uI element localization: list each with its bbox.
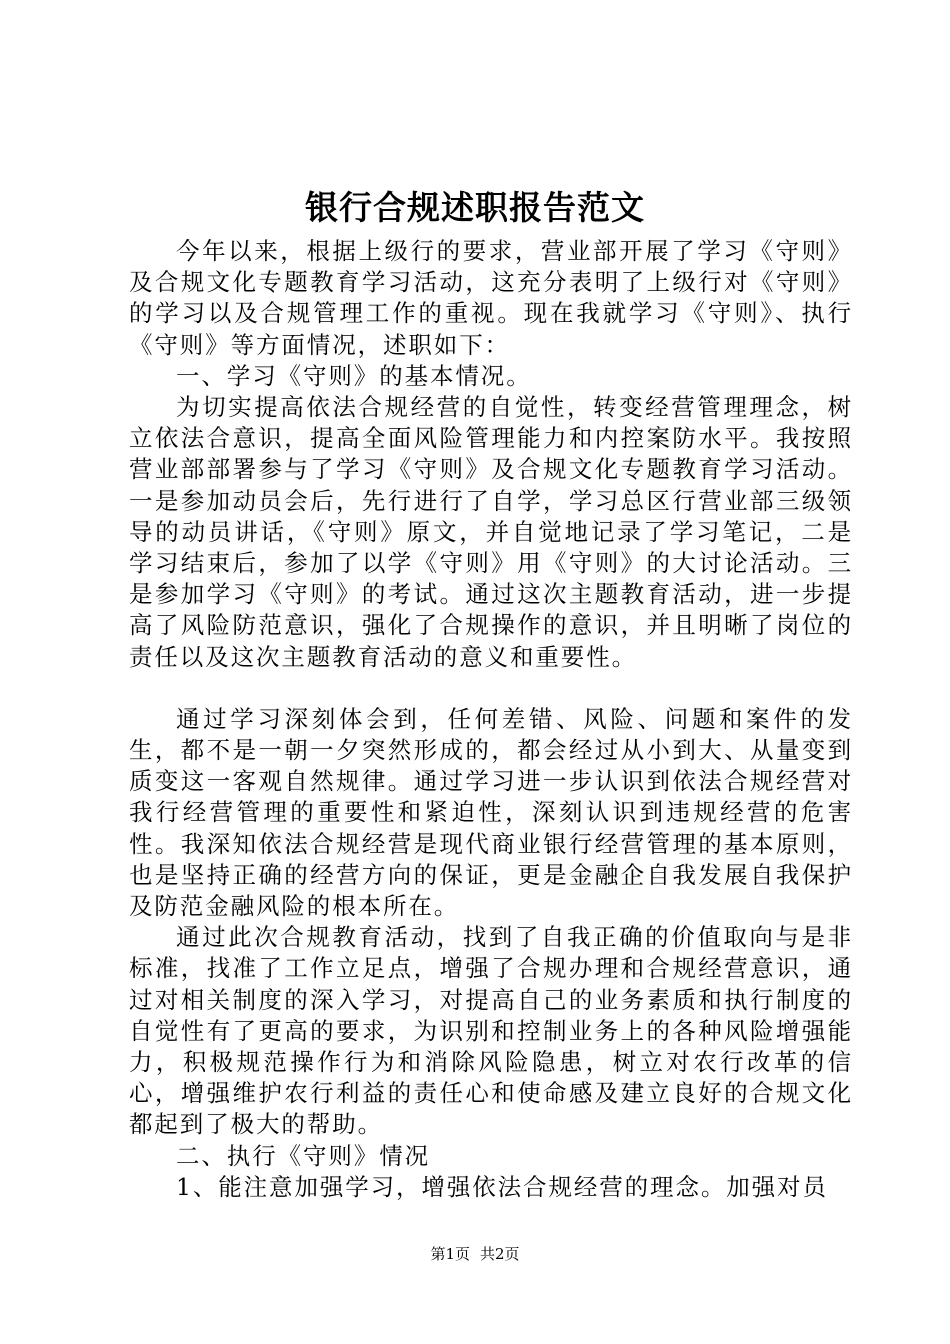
document-body: [129, 236, 853, 1203]
paragraph-intro: 今年以来，根据上级行的要求，营业部开展了学习《守则》及合规文化专题教育学习活动，这充分表明了上级行对《守则》的学习以及合规管理工作的重视。现在我就学习《守则》、执行《守则》等方面情况，述职如下：: [129, 237, 853, 359]
page-footer: [0, 1244, 950, 1264]
paragraph-study-activities: 为切实提高依法合规经营的自觉性，转变经营管理理念，树立依法合意识，提高全面风险管理能力和内控案防水平。我按照营业部部署参与了学习《守则》及合规文化专题教育学习活动。一是参加动员会后，先行进行了自学，学习总区行营业部三级领导的动员讲话，《守则》原文，并自觉地记录了学习笔记，二是学习结束后，参加了以学《守则》用《守则》的大讨论活动。三是参加学习《守则》的考试。通过这次主题教育活动，进一步提高了风险防范意识，强化了合规操作的意识，并且明晰了岗位的责任以及这次主题教育活动的意义和重要性。: [129, 393, 853, 671]
section-heading-2: 二、执行《守则》情况: [176, 1141, 430, 1170]
page-number-total: 共2页: [480, 1245, 520, 1263]
paragraph-outcomes: 通过此次合规教育活动，找到了自我正确的价值取向与是非标准，找准了工作立足点，增强了合规办理和合规经营意识，通过对相关制度的深入学习，对提高自己的业务素质和执行制度的自觉性有了更高的要求，为识别和控制业务上的各种风险增强能力，积极规范操作行为和消除风险隐患，树立对农行改革的信心，增强维护农行利益的责任心和使命感及建立良好的合规文化都起到了极大的帮助。: [129, 923, 853, 1139]
document-title: 银行合规述职报告范文: [305, 188, 645, 227]
section-heading-1: 一、学习《守则》的基本情况。: [176, 361, 532, 390]
page-number-current: 第1页: [430, 1245, 470, 1263]
paragraph-execution-1: 1、能注意加强学习，增强依法合规经营的理念。加强对员: [176, 1172, 828, 1201]
paragraph-reflection: 通过学习深刻体会到，任何差错、风险、问题和案件的发生，都不是一朝一夕突然形成的，都会经过从小到大、从量变到质变这一客观自然规律。通过学习进一步认识到依法合规经营对我行经营管理的重要性和紧迫性，深刻认识到违规经营的危害性。我深知依法合规经营是现代商业银行经营管理的基本原则，也是坚持正确的经营方向的保证，更是金融企自我发展自我保护及防范金融风险的根本所在。: [129, 704, 853, 921]
